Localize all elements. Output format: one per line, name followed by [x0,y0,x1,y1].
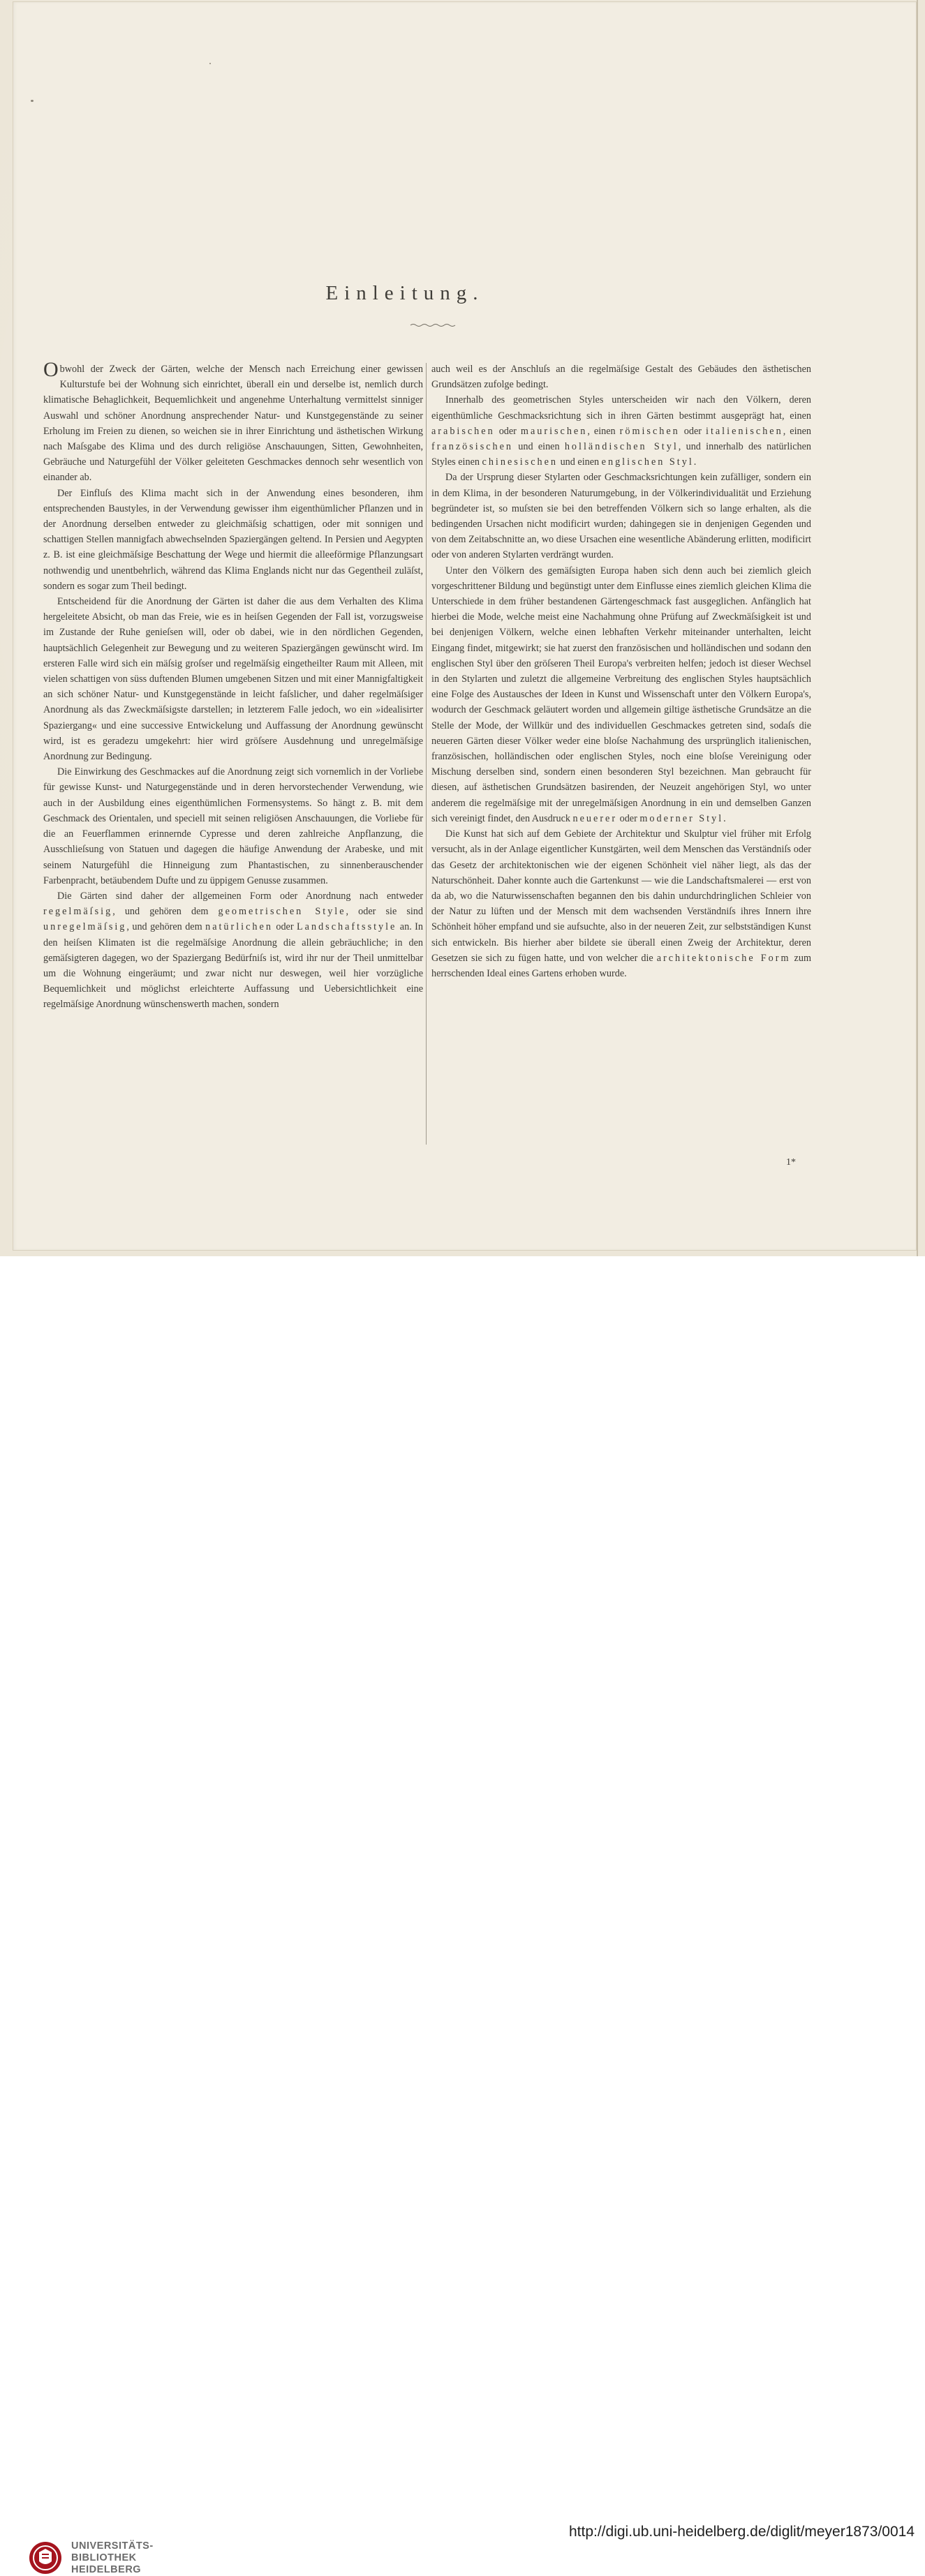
spaced-term: geometrischen Style [218,906,346,918]
paragraph [431,392,811,470]
text-run: zum herrschenden Ideal eines Gartens erhoben wurde. [431,952,811,979]
paragraph: Da der Ursprung dieser Stylarten oder Geschmacksrichtungen kein zufälliger, sondern ein in dem Klima, in der besonderen Naturumgebung, in der Völkerindividualität und Erziehung begründeter ist, so muſsten sie bei den betreffenden Völkern sich so lange erhalten, als die bedingenden Ursachen nicht modificirt wurden; dahingegen sie in denjenigen Gegenden und von dem Zeitabschnitte an, wo diese Ursachen eine wesentliche Abänderung erlitten, modificirt oder von anderen Stylarten verdrängt wurden. [431,472,811,561]
text-run: , oder sie sind [346,906,423,918]
spaced-term: moderner Styl [639,812,724,824]
viewer-footer [0,1256,925,2575]
permalink-url[interactable]: http://digi.ub.uni-heidelberg.de/diglit/meyer1873/0014 [568,2524,915,2540]
text-run: , und gehören dem [112,906,219,918]
text-run: Die Kunst hat sich auf dem Gebiete der Architektur und Skulptur viel früher mit Erfolg versucht, als in der Anlage eigentlicher Kunstgärten, weil dem Menschen das Verständniſs oder das Gesetz der architektonischen wie der eigenen Schönheit viel näher liegt, als das der Naturschönheit. Daher konnte auch die Gartenkunst — wie die Landschaftsmalerei — erst von da ab, wo die Naturwissenschaften begannen den bis dahin undurchdringlichen Schleier von der Natur zu lüften und der Mensch mit dem wachsenden Verständniſs ihres Innern ihre Schönheit höher empfand und sie aufsuchte, also in der neueren Zeit, zur selbstständigen Kunst sich entwickeln. Bis hierher aber bildete sie überall einen Zweig der Architektur, deren Gesetzen sie sich zu fügen hatte, und von welcher die [431,828,811,964]
title-ornament [409,322,458,328]
text-run: oder [272,921,297,933]
speck-mark [209,63,211,64]
spaced-term: holländischen Styl [564,441,679,453]
spaced-term: Landschaftsstyle [297,921,397,933]
library-name-line: UNIVERSITÄTS- [71,2540,154,2552]
spaced-term: regelmäſsig [43,906,113,918]
paragraph [431,563,811,826]
text-run: oder [617,812,640,824]
text-run: . [693,456,697,468]
spaced-term: natürlichen [205,921,273,933]
page-edge [917,0,918,1256]
text-run: , einen [783,425,811,437]
library-seal-icon[interactable] [28,2540,63,2575]
paragraph-text: bwohl der Zweck der Gärten, welche der Mensch nach Erreichung einer gewissen Kulturstufe bei der Wohnung sich einrichtet, überall ein und derselbe ist, nemlich durch klimatische Behaglichkeit, Bequemlichkeit und angenehme Unterhaltung vermittelst sinniger Auswahl und schöner Anordnung ansprechender Natur- und Kunstgegenstände zu seiner Erholung im Freien zu dienen, so weichen sie in ihrer Einrichtung und ästhetischen Wirkung nach Maſsgabe des Klima und des durch religiöse Anschauungen, Sitten, Gewohnheiten, Gebräuche und Naturgefühl der Völker geleiteten Geschmackes dennoch sehr wesentlich von einander ab. [43,364,423,484]
page-signature: 1* [786,1157,796,1168]
spaced-term: architektonische Form [656,952,791,964]
speck-mark [31,100,34,102]
paragraph: auch weil es der Anschluſs an die regelmäſsige Gestalt des Gebäudes den ästhetischen Grundsätzen zufolge bedingt. [431,364,811,391]
left-column [43,358,423,1013]
paragraph [43,358,423,486]
text-run: . [723,812,726,824]
paragraph: Entscheidend für die Anordnung der Gärten ist daher die aus dem Verhalten des Klima hergeleitete Absicht, ob man das Freie, wie es in heiſsen Gegenden der Fall ist, vorzugsweise im Zustande der Ruhe genieſsen will, oder ob dabei, wie in den nördlichen Gegenden, hauptsächlich Gelegenheit zur Bewegung und zu weiteren Spaziergängen gewünscht wird. Im ersteren Falle wird sich ein mäſsig groſser und regelmäſsig eingetheilter Raum mit Alleen, mit vielen schattigen von süss duftenden Blumen umgebenen Sitzen und mit einer Mannigfaltigkeit an sich schöner Natur- und Kunstgegenstände in leicht faſslicher, und daher regelmäſsiger Anordnung als das Zweckmäſsigste darstellen; in letzterem Falle jedoch, wo ein »idealisirter Spaziergang« und eine successive Entwickelung und Auffassung der Anordnung gewünscht wird, ist es geradezu umgekehrt: hier wird gröſsere Ausdehnung und unregelmäſsige Anordnung zur Bedingung. [43,596,423,763]
text-run: Die Gärten sind daher der allgemeinen Form oder Anordnung nach entweder [57,890,423,902]
text-run: an. In den heiſsen Klimaten ist die regelmäſsige Anordnung die allein gebräuchliche; in den gemäſsigteren dagegen, wo der Spaziergang Bedürfniſs ist, wird ihr nur der Theil unmittelbar um die Wohnung eingeräumt; und zwar nicht nur deswegen, weil hier vorzügliche Bequemlichkeit und möglichst erleichterte Auffassung und Uebersichtlichkeit eine regelmäſsige Anordnung wünschenswerth machen, sondern [43,921,423,1011]
right-column [431,362,811,981]
text-run: oder [679,425,706,437]
spaced-term: neuerer [572,812,618,824]
spaced-term: englischen Styl [601,456,694,468]
text-run: und einen [513,441,565,453]
text-run: , einen [587,425,620,437]
text-run: und einen [558,456,602,468]
spaced-term: arabischen [431,425,495,437]
paragraph [431,826,811,981]
library-name-line: BIBLIOTHEK [71,2552,137,2563]
text-run: oder [494,425,521,437]
library-name-line: HEIDELBERG [71,2564,142,2575]
spaced-term: maurischen [520,425,588,437]
initial-letter: O [43,358,59,381]
paragraph: Der Einfluſs des Klima macht sich in der Anwendung eines besonderen, ihm entsprechenden Baustyles, in der Verwendung gewisser ihm eigenthümlicher Pflanzen und in der Anordnung derselben entweder zu gleichmäſsig schattigen, oder mit sonnigen und schattigen Stellen mannigfach abwechselnden Spaziergängen geltend. In Persien und Aegypten z. B. ist eine gleichmäſsige Beschattung der Wege und hiermit die alleeförmige Pflanzungsart nothwendig und unentbehrlich, während das Klima Englands nicht nur das Gegentheil zuläſst, sondern es sogar zum Theil bedingt. [43,487,423,592]
spaced-term: römischen [619,425,680,437]
text-run: Unter den Völkern des gemäſsigten Europa haben sich denn auch bei ziemlich gleich vorgeschrittener Bildung und begünstigt unter dem Einflusse eines ziemlich gleichen Klima die Unterschiede in dem früher bestandenen Gärtengeschmack fast ausgeglichen. Anfänglich hat hierbei die Mode, welche meist eine Nachahmung ohne Prüfung auf Zweckmäſsigkeit ist und bei denjenigen Völkern, welche einen lebhaften Verkehr miteinander unterhalten, leicht Eingang findet, mitgewirkt; sie hat zuerst den französischen und holländischen und sodann den englischen Styl über den gröſseren Theil Europa's verbreiten helfen; jedoch ist dieser Wechsel in den Stylarten und zuletzt die allgemeine Verbreitung des englischen Styles hauptsächlich eine Folge des Austausches der Ideen in Kunst und Wissenschaft unter den Völkern Europa's, wodurch der Geschmack geläutert worden und allgemein giltige ästhetische Grundsätze an die Stelle der Mode, der Willkür und des individuellen Geschmackes getreten sind, sodaſs die neueren Gärten dieser Völker weder eine bloſse Nachahmung des ursprünglich italienischen, französischen, holländischen oder englischen Styles, noch eine bloſse Vereinigung oder Mischung derselben sind, sondern einen besonderen Styl bezeichnen. Man gebraucht für diesen, auf ästhetischen Grundsätzen basirenden, der Neuzeit angehörigen Styl, wo unter anderem die regelmäſsige mit der unregelmäſsigen Anordnung in ein und demselben Ganzen sich vereinigt findet, den Ausdruck [431,565,811,824]
spaced-term: unregelmäſsig [43,921,127,933]
page-title: Einleitung. [325,282,484,304]
text-run: , und innerhalb des natürlichen Styles einen [431,441,812,468]
spaced-term: französischen [431,441,513,453]
paragraph [43,888,423,1013]
spaced-term: italienischen [706,425,783,437]
library-name[interactable] [71,2540,154,2576]
paragraph: Die Einwirkung des Geschmackes auf die Anordnung zeigt sich vornemlich in der Vorliebe für gewisse Kunst- und Naturgegenstände und in deren hervorstechender Verwendung, wie auch in der Ausbildung eines eigenthümlichen Formensystems. So hängt z. B. mit dem Geschmack des Orientalen, und speciell mit seinen religiösen Anschauungen, die Vorliebe für die an Feuerflammen erinnernde Cypresse und deren zahlreiche Anpflanzung, die Ausschlieſsung von Statuen und dagegen die häufige Anwendung der Arabeske, und mit seinem Naturgefühl die Hinneigung zum Phantastischen, zu sinnenberauschender Farbenpracht, betäubendem Dufte und zu üppigem Genusse zusammen. [43,766,423,886]
spaced-term: chinesischen [482,456,558,468]
text-run: , und gehören dem [126,921,206,933]
column-divider [426,363,427,1145]
scanned-page-area [0,0,925,1256]
text-run: Innerhalb des geometrischen Styles unterscheiden wir nach den Völkern, deren eigenthümliche Geschmacksrichtung sich in ihren Gärten bestimmt ausgeprägt hat, einen [431,394,811,422]
